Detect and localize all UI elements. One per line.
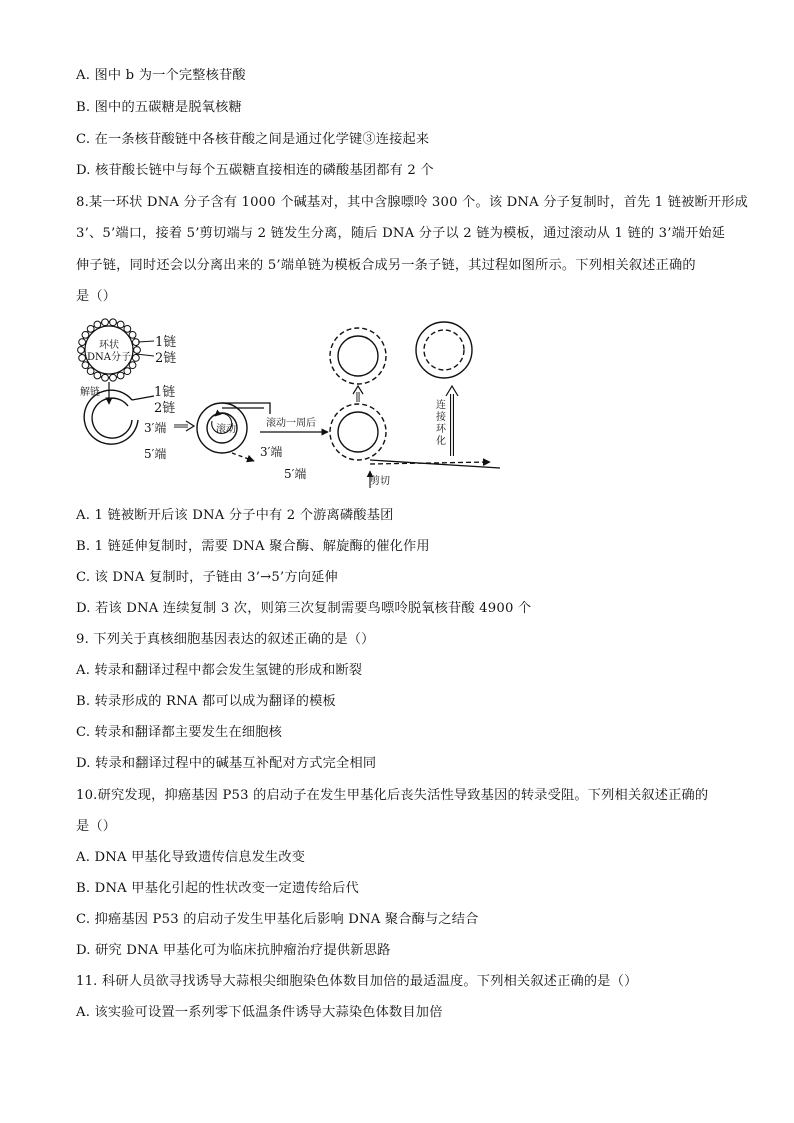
q8-stem-line-2: 3’、5’端口，接着 5’剪切端与 2 链发生分离，随后 DNA 分子以 2 链为模板，通过滚动从 1 链的 3’端开始延 (76, 226, 726, 241)
dna-bead (124, 368, 131, 375)
q10-stem-line-1: 10.研究发现，抑癌基因 P53 的启动子在发生甲基化后丧失活性导致基因的转录受阻。下列相关叙述正确的 (76, 788, 709, 803)
q11-option-a: A. 该实验可设置一系列零下低温条件诱导大蒜染色体数目加倍 (76, 1005, 443, 1020)
product-circle-2 (416, 322, 472, 378)
q7-option-b: B. 图中的五碳糖是脱氧核糖 (76, 100, 242, 115)
q8-stem-line-3: 伸子链，同时还会以分离出来的 5’端单链为模板合成另一条子链，其过程如图所示。下列相关叙述正确的 (76, 258, 696, 273)
end5b-label: 5′端 (284, 467, 307, 481)
dna-bead (79, 354, 86, 361)
q10-option-b: B. DNA 甲基化引起的性状改变一定遗传给后代 (76, 881, 359, 896)
cut-label: 剪切 (370, 476, 390, 487)
dna-bead (87, 325, 94, 332)
q7-option-a: A. 图中 b 为一个完整核苷酸 (76, 68, 246, 83)
q8-stem-line-4: 是（） (76, 289, 117, 304)
rolling-circle-replication-diagram (70, 316, 510, 494)
dna-bead (82, 331, 89, 338)
circle-label-2: DNA分子 (87, 352, 131, 363)
unwind-label: 解链 (80, 387, 100, 398)
after-turn-stage (330, 404, 500, 488)
dna-bead (94, 372, 101, 379)
dna-bead (94, 321, 101, 328)
q10-stem-line-2: 是（） (76, 819, 117, 834)
dna-bead (129, 331, 136, 338)
q10-option-a: A. DNA 甲基化导致遗传信息发生改变 (76, 850, 306, 865)
circular-dna (78, 319, 141, 381)
strand1-label: 1链 (155, 335, 177, 350)
product-circle-1 (330, 328, 386, 384)
dna-bead (102, 319, 109, 326)
dna-bead (134, 347, 141, 354)
end3-label: 3′端 (144, 421, 167, 435)
q10-option-c: C. 抑癌基因 P53 的启动子发生甲基化后影响 DNA 聚合酶与之结合 (76, 912, 479, 927)
dna-bead (124, 325, 131, 332)
q8-option-c: C. 该 DNA 复制时，子链由 3’→5’方向延伸 (76, 570, 338, 585)
q9-option-b: B. 转录形成的 RNA 都可以成为翻译的模板 (76, 694, 336, 709)
q11-stem: 11. 科研人员欲寻找诱导大蒜根尖细胞染色体数目加倍的最适温度。下列相关叙述正确的是（） (76, 974, 638, 989)
q7-option-c: C. 在一条核苷酸链中各核苷酸之间是通过化学键③连接起来 (76, 132, 430, 147)
ligate-label: 连 接 环 化 (436, 400, 446, 447)
strand2-label: 2链 (155, 351, 177, 366)
end5-label: 5′端 (144, 447, 167, 461)
q8-stem-line-1: 8.某一环状 DNA 分子含有 1000 个碱基对，其中含腺嘌呤 300 个。该 DNA 分子复制时，首先 1 链被断开形成 (76, 195, 749, 210)
end3b-label: 3′端 (260, 445, 283, 459)
dna-bead (78, 347, 85, 354)
dna-bead (87, 368, 94, 375)
dna-bead (132, 354, 139, 361)
q8-option-d: D. 若该 DNA 连续复制 3 次，则第三次复制需要鸟嘌呤脱氧核苷酸 4900 个 (76, 601, 532, 616)
dna-bead (102, 374, 109, 381)
dna-bead (79, 339, 86, 346)
strand1b-label: 1链 (154, 385, 176, 400)
dna-bead (117, 321, 124, 328)
dna-bead (117, 372, 124, 379)
one-turn-label: 滚动一周后 (266, 418, 316, 429)
strand2b-label: 2链 (154, 401, 176, 416)
q9-stem: 9. 下列关于真核细胞基因表达的叙述正确的是（） (76, 632, 375, 647)
dna-bead (110, 319, 117, 326)
opened-dna (84, 390, 154, 444)
q7-option-d: D. 核苷酸长链中与每个五碳糖直接相连的磷酸基团都有 2 个 (76, 163, 434, 178)
q10-option-d: D. 研究 DNA 甲基化可为临床抗肿瘤治疗提供新思路 (76, 943, 391, 958)
rolling-label: 滚动 (216, 424, 236, 435)
q9-option-c: C. 转录和翻译都主要发生在细胞核 (76, 725, 283, 740)
q9-option-d: D. 转录和翻译过程中的碱基互补配对方式完全相同 (76, 756, 377, 771)
q8-option-a: A. 1 链被断开后该 DNA 分子中有 2 个游离磷酸基团 (76, 508, 394, 523)
dna-bead (110, 374, 117, 381)
q9-option-a: A. 转录和翻译过程中都会发生氢键的形成和断裂 (76, 663, 363, 678)
q8-option-b: B. 1 链延伸复制时，需要 DNA 聚合酶、解旋酶的催化作用 (76, 539, 430, 554)
circle-label-1: 环状 (99, 340, 119, 351)
